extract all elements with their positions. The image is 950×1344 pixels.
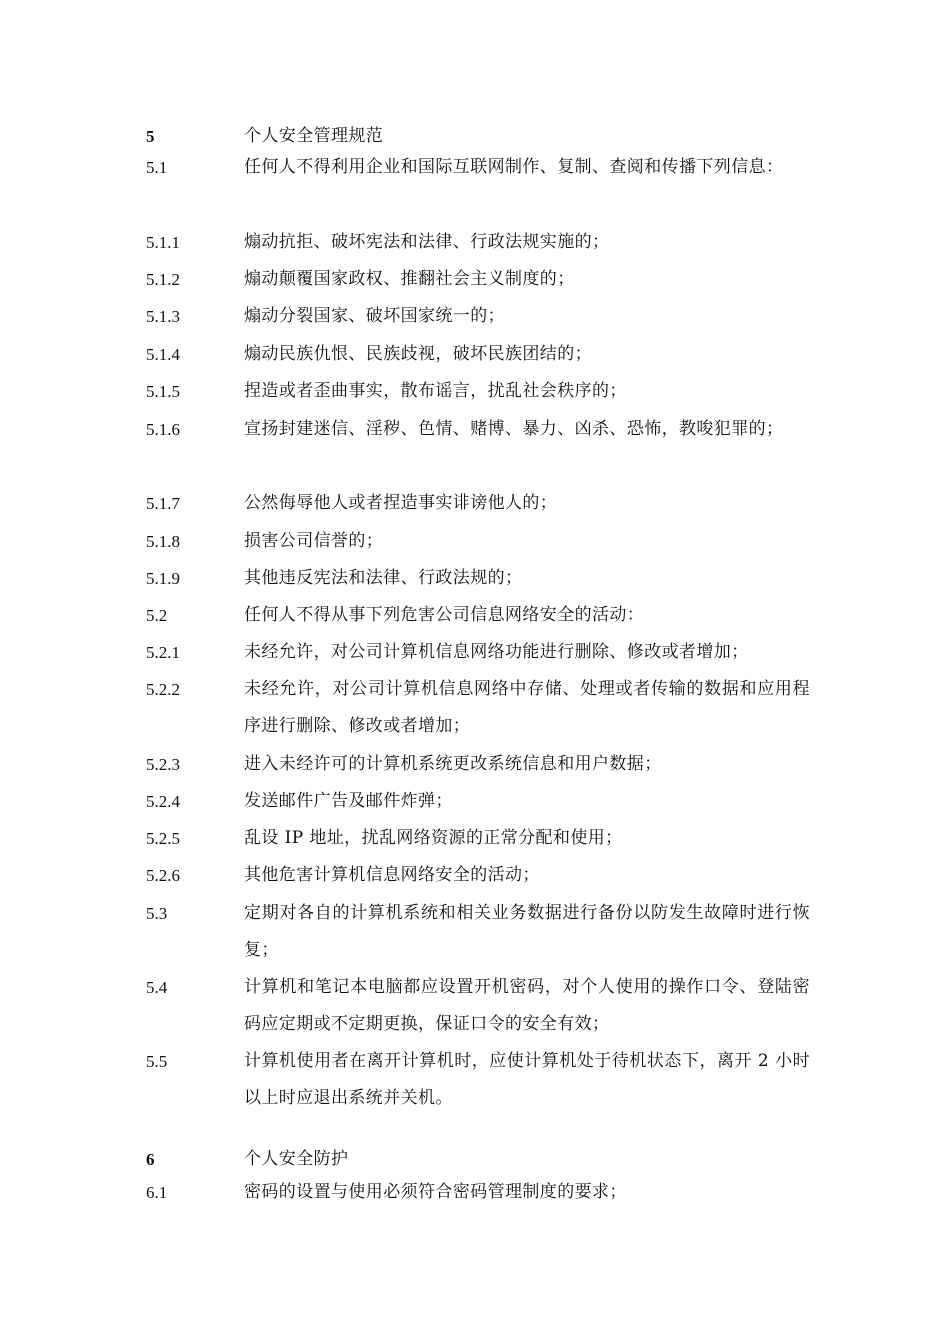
clause-text: 捏造或者歪曲事实，散布谣言，扰乱社会秩序的；	[244, 381, 627, 401]
clause-number: 5.2.1	[146, 643, 180, 662]
clause-text: 其他危害计算机信息网络安全的活动；	[244, 865, 540, 885]
clause-text: 煽动分裂国家、破坏国家统一的；	[244, 306, 505, 326]
clause-number: 5.3	[146, 904, 168, 923]
clause-text: 煽动抗拒、破坏宪法和法律、行政法规实施的；	[244, 232, 610, 252]
clause-text: 未经允许，对公司计算机信息网络中存储、处理或者传输的数据和应用程序进行删除、修改或者增加；	[244, 679, 810, 736]
clause-number: 5.2.5	[146, 829, 180, 848]
section-title: 个人安全防护	[244, 1149, 349, 1169]
clause-number: 5.1.8	[146, 532, 180, 551]
clause-text: 发送邮件广告及邮件炸弹；	[244, 791, 453, 811]
clause-number: 5.1.1	[146, 233, 180, 252]
clause-text: 未经允许，对公司计算机信息网络功能进行删除、修改或者增加；	[244, 642, 749, 662]
clause-text: 定期对各自的计算机系统和相关业务数据进行备份以防发生故障时进行恢复；	[244, 903, 810, 960]
clause-text: 损害公司信誉的；	[244, 531, 384, 551]
clause-text: 乱设 IP 地址，扰乱网络资源的正常分配和使用；	[244, 828, 623, 848]
clause-number: 5.1.5	[146, 382, 180, 401]
clause-number: 5.4	[146, 978, 168, 997]
clause-number: 5.1.9	[146, 569, 180, 588]
clause-text: 任何人不得从事下列危害公司信息网络安全的活动：	[244, 605, 645, 625]
clause-number: 5.1.3	[146, 307, 180, 326]
clause-text: 计算机使用者在离开计算机时，应使计算机处于待机状态下，离开 2 小时以上时应退出系统并关机。	[244, 1051, 810, 1108]
clause-text: 煽动颠覆国家政权、推翻社会主义制度的；	[244, 269, 575, 289]
clause-number: 6.1	[146, 1183, 168, 1202]
clause-number: 5.2.3	[146, 755, 180, 774]
section-title: 个人安全管理规范	[244, 126, 384, 146]
section-number: 5	[146, 127, 155, 146]
clause-number: 5.1.4	[146, 345, 180, 364]
section-number: 6	[146, 1150, 155, 1169]
clause-number: 5.2	[146, 606, 168, 625]
clause-number: 5.1.2	[146, 270, 180, 289]
clause-text: 煽动民族仇恨、民族歧视，破坏民族团结的；	[244, 344, 592, 364]
clause-text: 宣扬封建迷信、淫秽、色情、赌博、暴力、凶杀、恐怖，教唆犯罪的；	[244, 419, 784, 439]
clause-number: 5.1.6	[146, 420, 180, 439]
clause-number: 5.5	[146, 1052, 168, 1071]
clause-number: 5.1	[146, 158, 168, 177]
clause-number: 5.2.2	[146, 680, 180, 699]
clause-number: 5.2.6	[146, 866, 180, 885]
clause-text: 密码的设置与使用必须符合密码管理制度的要求；	[244, 1182, 627, 1202]
clause-number: 5.2.4	[146, 792, 180, 811]
clause-text: 进入未经许可的计算机系统更改系统信息和用户数据；	[244, 754, 662, 774]
clause-text: 其他违反宪法和法律、行政法规的；	[244, 568, 523, 588]
clause-number: 5.1.7	[146, 494, 180, 513]
clause-text: 任何人不得利用企业和国际互联网制作、复制、查阅和传播下列信息：	[244, 157, 784, 177]
clause-text: 公然侮辱他人或者捏造事实诽谤他人的；	[244, 493, 558, 513]
clause-text: 计算机和笔记本电脑都应设置开机密码，对个人使用的操作口令、登陆密码应定期或不定期更换，保证口令的安全有效；	[244, 977, 810, 1034]
